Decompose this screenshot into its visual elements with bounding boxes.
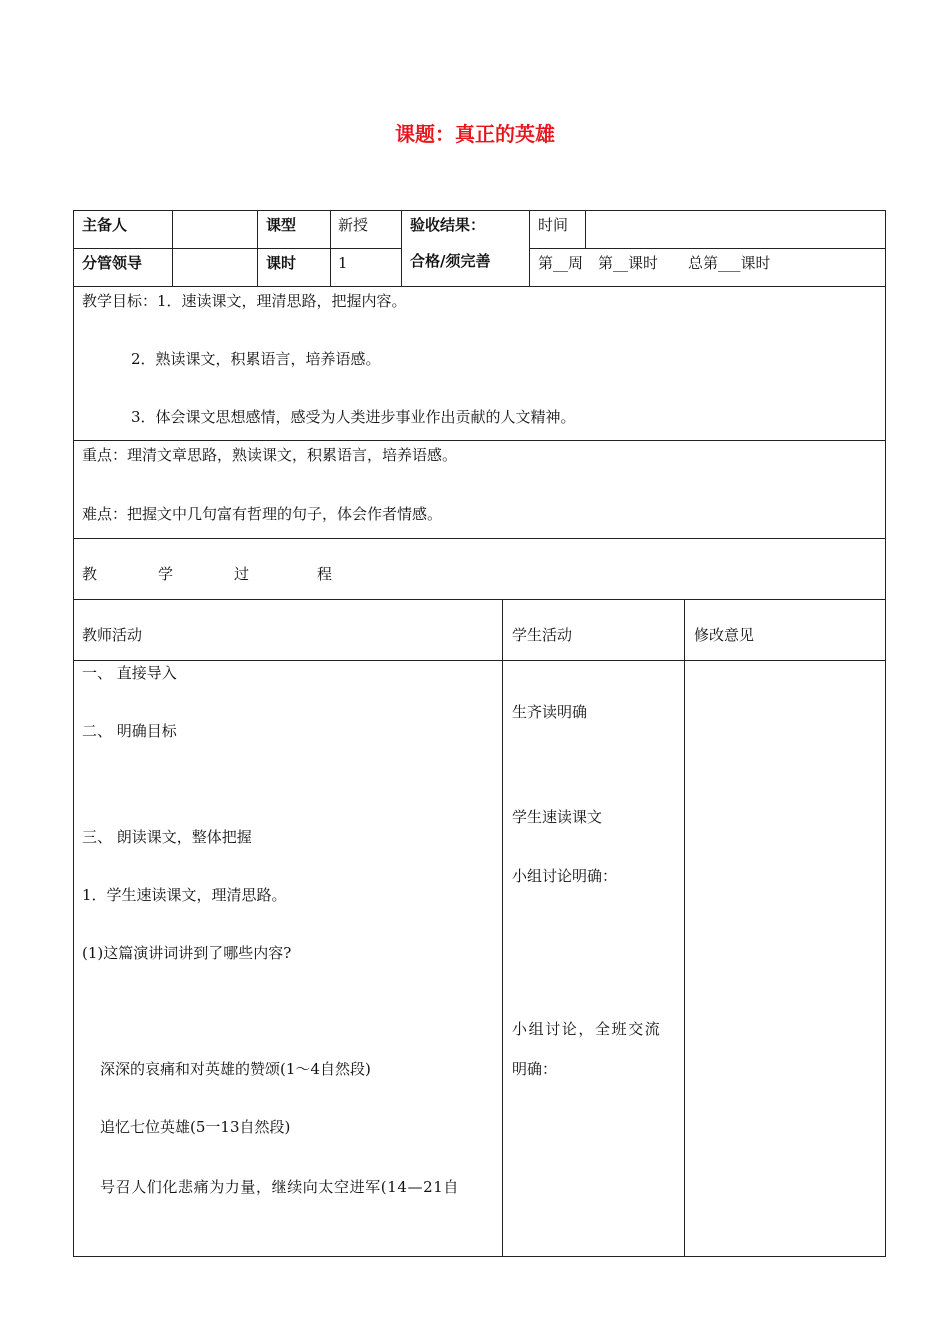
list-item: 1．学生速读课文，理清思路。 [82, 886, 287, 904]
goal-line-3: 3．体会课文思想感情，感受为人类进步事业作出贡献的人文精神。 [131, 408, 576, 426]
lesson-type-label: 课型 [266, 216, 297, 234]
list-item: 一、 直接导入 [82, 664, 177, 682]
key-point: 重点：理清文章思路，熟读课文，积累语言，培养语感。 [82, 446, 458, 464]
supervisor-label: 分管领导 [82, 254, 143, 272]
list-item: 深深的哀痛和对英雄的赞颂(1～4自然段) [100, 1060, 371, 1078]
focus-top-border [73, 440, 886, 441]
week-text: 第__周 第__课时 总第___课时 [538, 254, 771, 272]
lesson-type-value: 新授 [338, 216, 369, 234]
periods-value: 1 [338, 254, 348, 272]
header-row-divider-left [73, 248, 401, 249]
list-item: 学生速读课文 [512, 808, 603, 826]
list-item: 三、 朗读课文，整体把握 [82, 828, 252, 846]
periods-label: 课时 [266, 254, 297, 272]
time-col-divider [585, 210, 586, 249]
process-top-border [73, 538, 886, 539]
table-border-top [73, 210, 886, 211]
header-col-divider-2 [257, 210, 258, 287]
goals-top-border [73, 286, 886, 287]
content-top-border [73, 660, 886, 661]
process-char-2: 学 [158, 565, 174, 583]
revision-col-divider [684, 599, 685, 1257]
goal-line-2: 2．熟读课文，积累语言，培养语感。 [131, 350, 381, 368]
process-char-4: 程 [317, 565, 333, 583]
goal-line-1: 教学目标：1．速读课文，理清思路，把握内容。 [82, 292, 407, 310]
list-item: (1)这篇演讲词讲到了哪些内容? [82, 944, 292, 962]
header-col-divider-1 [172, 210, 173, 287]
header-row-divider-right [529, 248, 886, 249]
page-title: 课题：真正的英雄 [395, 122, 555, 146]
header-col-divider-5 [529, 210, 530, 287]
list-item: 生齐读明确 [512, 703, 588, 721]
preparer-label: 主备人 [82, 216, 128, 234]
list-item: 追忆七位英雄(5一13自然段) [100, 1118, 291, 1136]
revision-column-header: 修改意见 [694, 626, 755, 644]
table-border-bottom [73, 1256, 886, 1257]
table-border-right [885, 210, 886, 1257]
process-char-1: 教 [82, 565, 98, 583]
list-item: 二、 明确目标 [82, 722, 177, 740]
pass-label: 合格/须完善 [410, 252, 491, 270]
list-item: 明确： [512, 1060, 558, 1078]
student-column-header: 学生活动 [512, 626, 573, 644]
acceptance-label: 验收结果： [410, 216, 486, 234]
list-item: 小组讨论，全班交流 [512, 1020, 662, 1038]
columns-top-border [73, 599, 886, 600]
list-item: 号召人们化悲痛为力量，继续向太空进军(14—21自 [100, 1178, 460, 1196]
teacher-column-header: 教师活动 [82, 626, 143, 644]
difficulty: 难点：把握文中几句富有哲理的句子，体会作者情感。 [82, 505, 443, 523]
student-col-divider [502, 599, 503, 1257]
header-col-divider-4 [401, 210, 402, 287]
time-label: 时间 [538, 216, 569, 234]
list-item: 小组讨论明确： [512, 867, 618, 885]
table-border-left [73, 210, 74, 1257]
header-col-divider-3 [330, 210, 331, 287]
process-char-3: 过 [234, 565, 250, 583]
